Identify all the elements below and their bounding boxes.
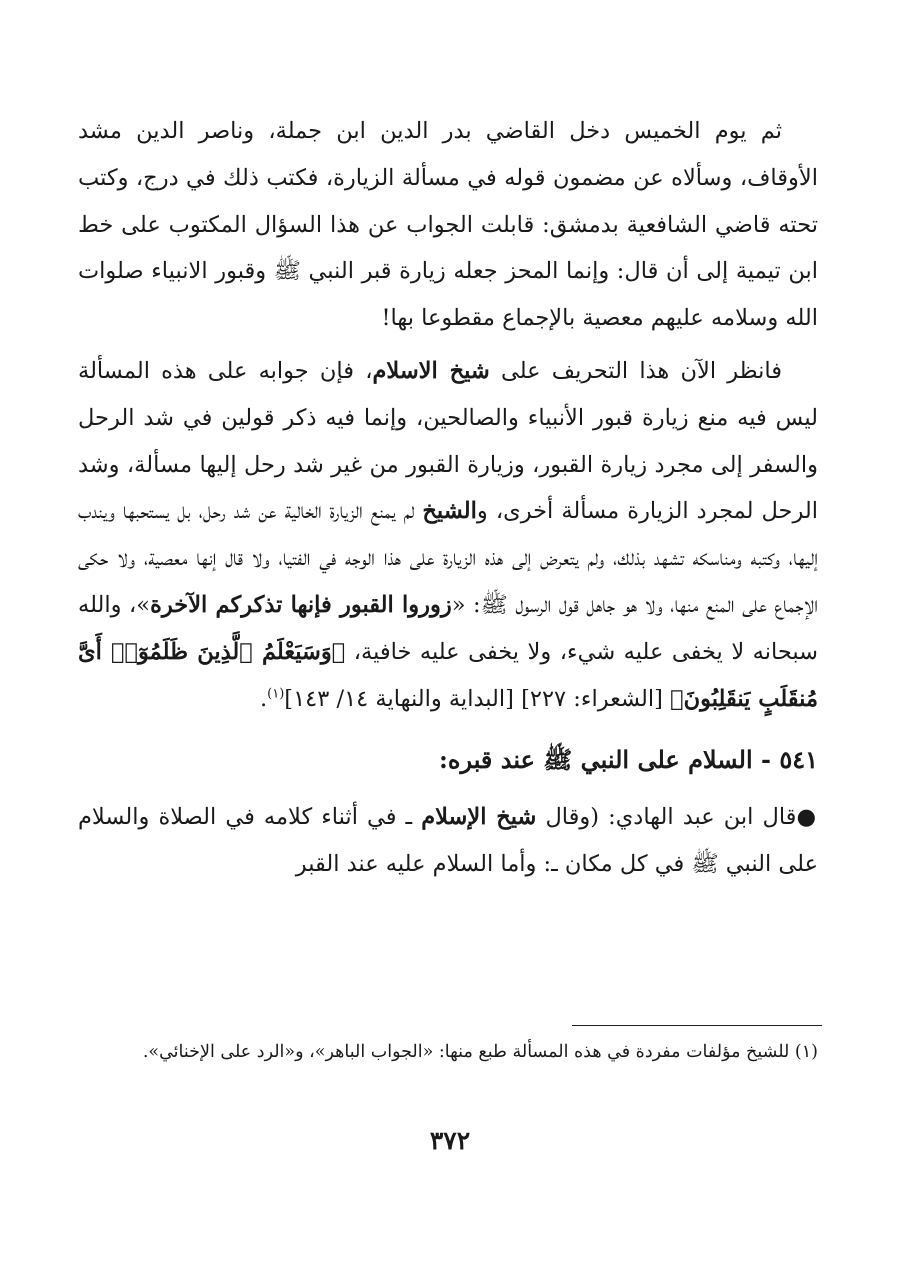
bold-the-shaykh: الشيخ [422,498,477,525]
bold-shaykh-al-islam: شيخ الاسلام [372,357,490,384]
paragraph-3-part-2: ـ في أثناء كلامه في الصلاة والسلام على النبي ﷺ في كل مكان ـ: وأما السلام عليه عند القبر [78,804,818,878]
paragraph-2-part-4: »، والله سبحانه لا يخفى عليه شيء، ولا يخفى عليه خافية، [78,591,819,665]
paragraph-2-part-1: فانظر الآن هذا التحريف على [489,357,782,384]
footnote-marker: (١) [267,686,285,702]
paragraph-3 [78,794,818,888]
section-heading: ٥٤١ - السلام على النبي ﷺ عند قبره: [439,745,818,775]
paragraph-1: ثم يوم الخميس دخل القاضي بدر الدين ابن جملة، وناصر الدين مشد الأوقاف، وسألاه عن مضمون قوله في مسألة الزيارة، فكتب ذلك في درج، وكتب تحته قاضي الشافعية بدمشق: قابلت الجواب عن هذا السؤال المكتوب على خط ابن تيمية إلى أن قال: وإنما المحز جعله زيارة قبر النبي ﷺ وقبور الانبياء صلوات الله وسلامه عليهم معصية بالإجماع مقطوعا بها! [78,118,818,332]
paragraph-3-part-1: قال ابن عبد الهادي: (وقال [536,804,797,831]
footnote-divider [572,1025,822,1026]
verse-reference: [الشعراء: ٢٢٧] [البداية والنهاية ١٤/ ١٤٣] [284,685,671,712]
bullet-icon: ● [796,804,818,831]
hadith-quote: زوروا القبور فإنها تذكركم الآخرة [150,591,452,618]
paragraph-2-end: . [260,685,268,712]
bold-shaykh-al-islam-2: شيخ الإسلام [421,804,537,831]
quran-verse: ﴿وَسَيَعْلَمُ ٱلَّذِينَ ظَلَمُوٓا۟ أَىَّ مُنقَلَبٍ يَنقَلِبُونَ﴾ [78,638,818,712]
footnote: (١) للشيخ مؤلفات مفردة في هذه المسألة طبع منها: «الجواب الباهر»، و«الرد على الإخنائي». [142,1042,818,1062]
paragraph-2-part-3: لم يمنع الزيارة الخالية عن شد رحل، بل يستحبها ويندب إليها، وكتبه ومناسكه تشهد بذلك، ولم يتعرض إلى هذه الزيارة على هذا الوجه في الفتيا، ولا قال إنها معصية، ولا حكى الإجماع على المنع منها، ولا هو جاهل قول الرسول ﷺ: « [78,498,818,618]
page-body [78,108,818,888]
paragraph-2 [78,348,818,722]
page-number: ٣٧٢ [429,1126,471,1155]
paragraph-2-part-2: ، فإن جوابه على هذه المسألة ليس فيه منع زيارة قبور الأنبياء والصالحين، وإنما فيه ذكر قولين في شد الرحل والسفر إلى مجرد زيارة القبور، وزيارة القبور من غير شد رحل إليها مسألة، وشد الرحل لمجرد الزيارة مسألة أخرى، و [78,357,818,525]
